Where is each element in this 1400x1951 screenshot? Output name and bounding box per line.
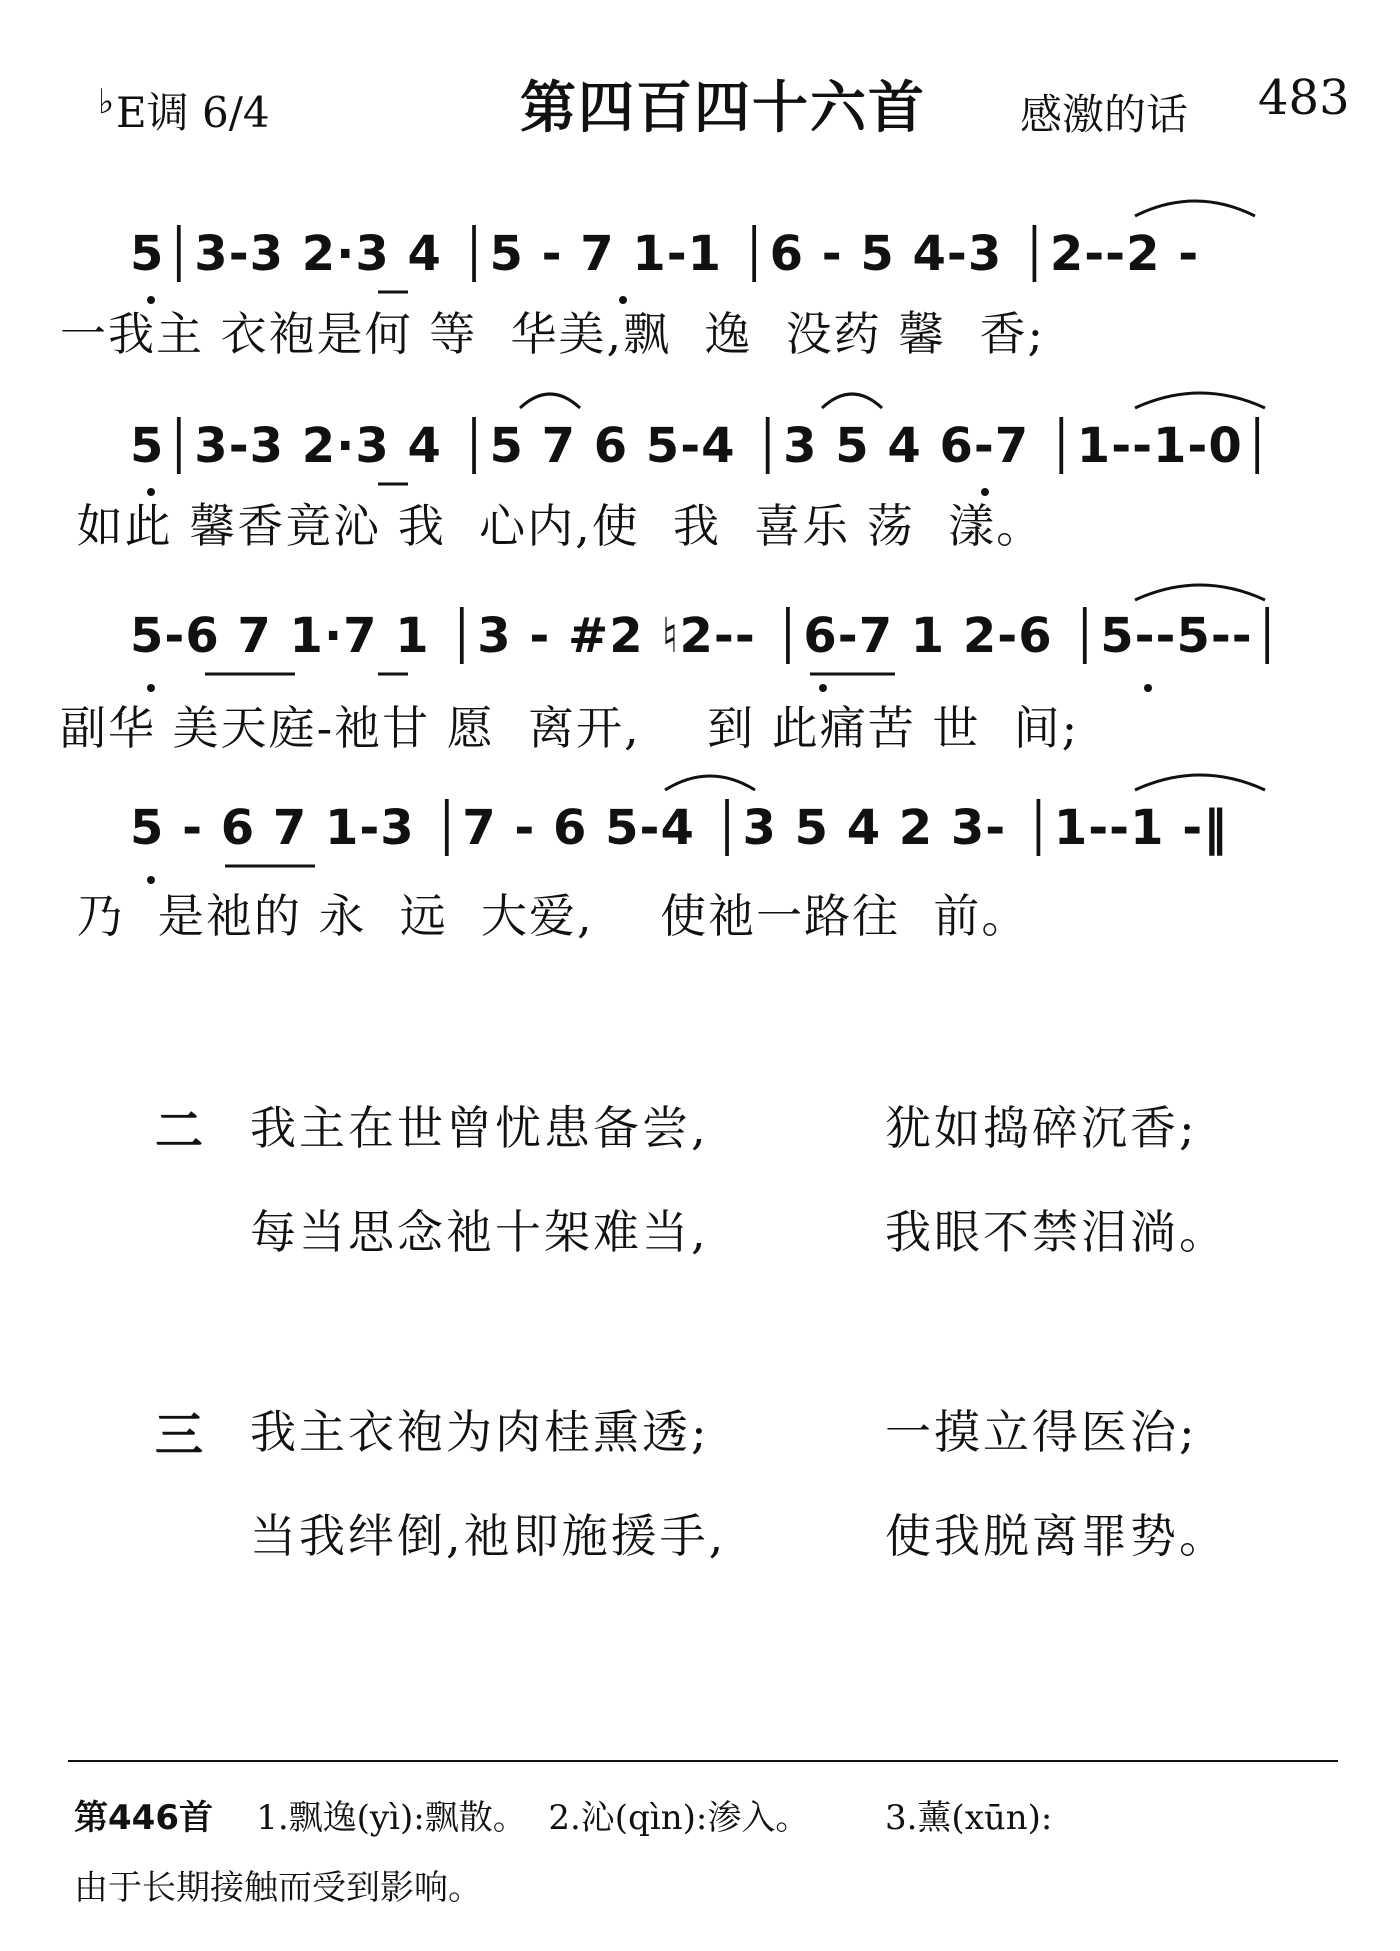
lyrics-line-3: 副华 美天庭-祂甘 愿 离开, 到 此痛苦 世 间; bbox=[60, 701, 1080, 755]
slur-line2a bbox=[520, 394, 580, 408]
notation-line-2: 5│3-3 2·3 4 │5 7 6 5-4 │3 5 4 6-7 │1--1-0│ bbox=[130, 418, 1273, 474]
verse-number-3: 三 bbox=[155, 1407, 204, 1463]
notation-line-1: 5│3-3 2·3 4 │5 - 7 1-1 │6 - 5 4-3 │2--2 - bbox=[130, 226, 1200, 282]
hymn-title: 第四百四十六首 bbox=[520, 76, 926, 141]
slur-line4a bbox=[665, 776, 755, 790]
dot-low-line3b bbox=[819, 684, 827, 692]
verse-2-line-2a: 每当思念祂十架难当, bbox=[250, 1205, 709, 1259]
slur-line3 bbox=[1135, 585, 1265, 600]
dot-low-line3a bbox=[147, 684, 155, 692]
verse-number-2: 二 bbox=[155, 1103, 204, 1159]
slur-line4b bbox=[1135, 775, 1265, 790]
dot-low-line1b bbox=[619, 296, 627, 304]
flat-sign: ♭ bbox=[98, 82, 115, 122]
verse-3-line-1b: 一摸立得医治; bbox=[885, 1405, 1198, 1459]
slur-line2c bbox=[1135, 393, 1265, 408]
notation-line-4: 5 - 6 7 1-3 │7 - 6 5-4 │3 5 4 2 3- │1--1 -‖ bbox=[130, 800, 1229, 856]
slur-line2b bbox=[822, 394, 882, 408]
notation-line-3: 5-6 7 1·7 1 │3 - #2 ♮2-- │6-7 1 2-6 │5--5--│ bbox=[130, 608, 1283, 664]
footnote-note-3: 3.薰(xūn): bbox=[884, 1798, 1053, 1838]
footnote-line-1 bbox=[74, 1790, 1052, 1839]
verse-3-line-1a: 我主衣袍为肉桂熏透; bbox=[250, 1405, 710, 1459]
verse-3-line-2a: 当我绊倒,祂即施援手, bbox=[250, 1509, 727, 1563]
page-number: 483 bbox=[1258, 70, 1350, 126]
verse-2-line-2b: 我眼不禁泪淌。 bbox=[885, 1205, 1228, 1259]
slur-line1 bbox=[1135, 201, 1255, 216]
dot-low-line1a bbox=[147, 296, 155, 304]
key-text: E调 6/4 bbox=[116, 88, 270, 137]
dot-low-line2a bbox=[147, 488, 155, 496]
tune-name: 感激的话 bbox=[1020, 90, 1189, 139]
lyrics-line-2: 如此 馨香竟沁 我 心内,使 我 喜乐 荡 漾。 bbox=[60, 499, 1045, 553]
dot-low-line2b bbox=[981, 488, 989, 496]
lyrics-line-1: 一我主 衣袍是何 等 华美,飘 逸 没药 馨 香; bbox=[60, 307, 1045, 361]
lyrics-line-4: 乃 是祂的 永 远 大爱, 使祂一路往 前。 bbox=[60, 889, 1030, 943]
verse-2-line-1b: 犹如捣碎沉香; bbox=[885, 1101, 1198, 1155]
verse-3-line-2b: 使我脱离罪势。 bbox=[885, 1509, 1228, 1563]
footnote-note-2: 2.沁(qìn):渗入。 bbox=[548, 1798, 810, 1838]
verse-2-line-1a: 我主在世曾忧患备尝, bbox=[250, 1101, 709, 1155]
dot-low-line3c bbox=[1144, 684, 1152, 692]
footnote-divider bbox=[68, 1760, 1338, 1762]
dot-low-line4a bbox=[147, 876, 155, 884]
footnote-label: 第446首 bbox=[74, 1798, 213, 1838]
footnote-line-2: 由于长期接触而受到影响。 bbox=[74, 1868, 482, 1908]
footnote-note-1: 1.飘逸(yì):飘散。 bbox=[256, 1798, 527, 1838]
